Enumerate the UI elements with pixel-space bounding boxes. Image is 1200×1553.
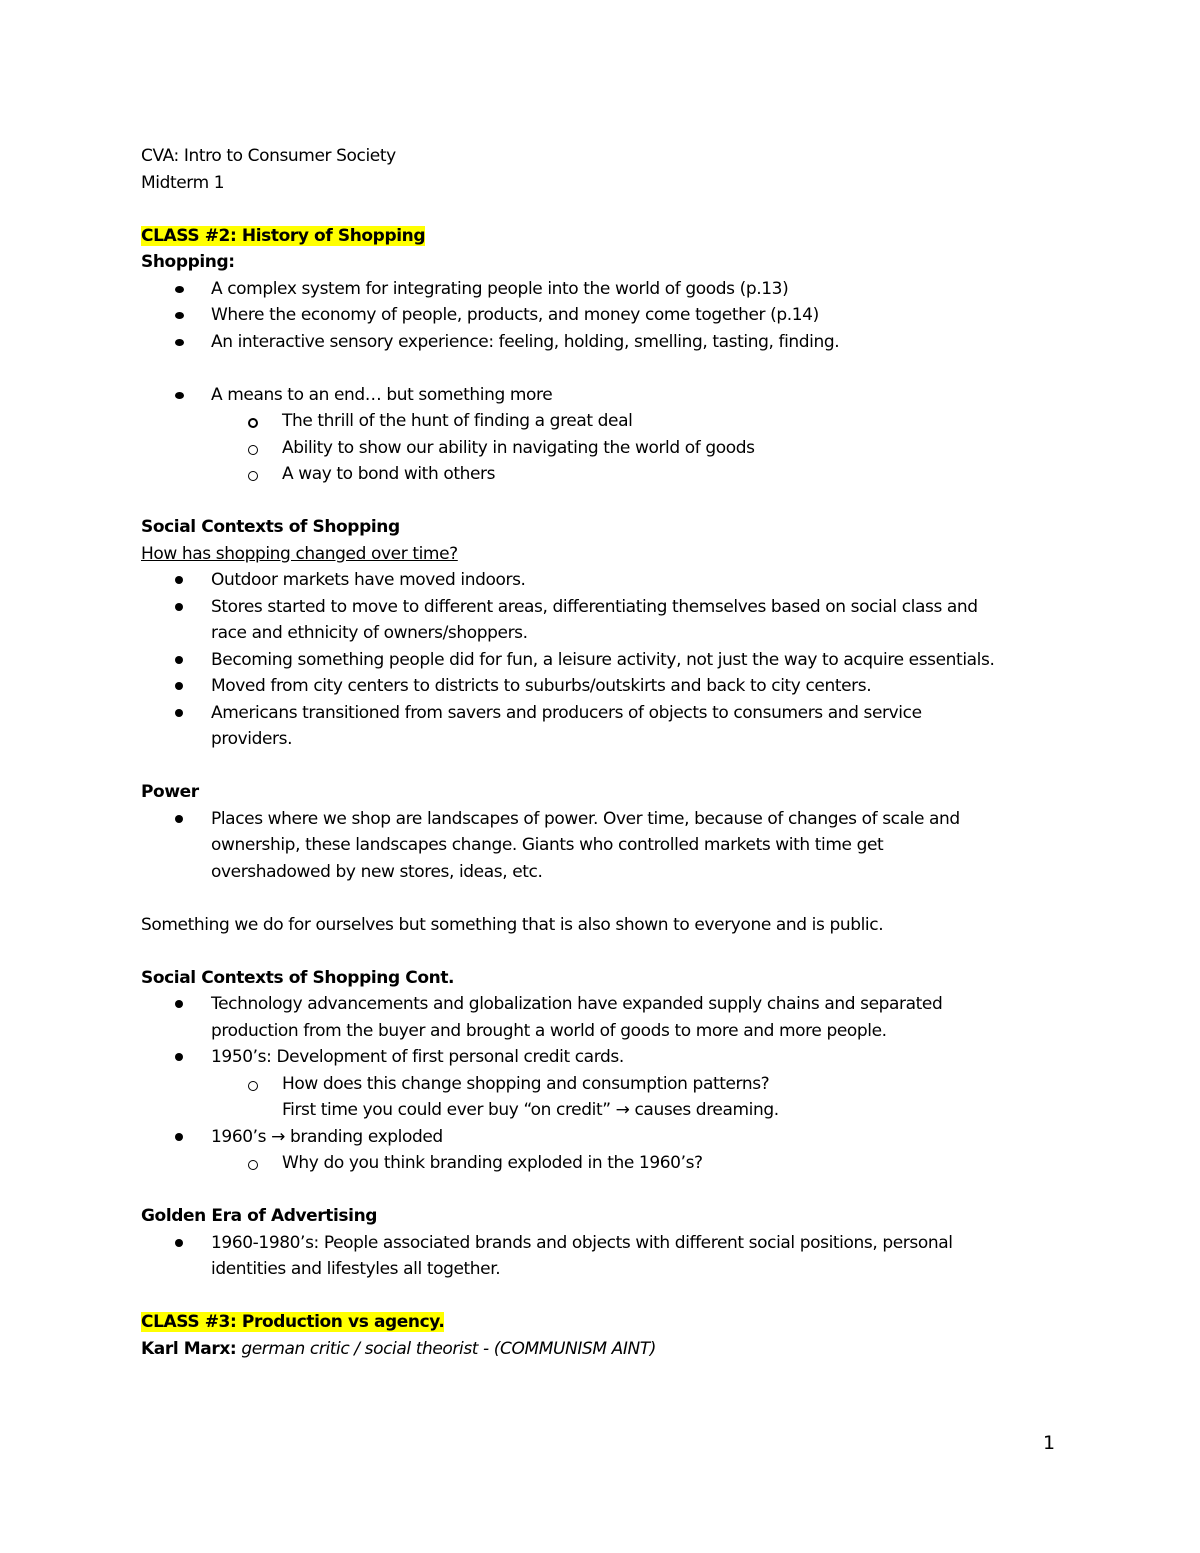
list-item: An interactive sensory experience: feeling, holding, smelling, tasting, finding. — [141, 329, 1081, 356]
sub-list-item: Why do you think branding exploded in the 1960’s? — [141, 1150, 1081, 1177]
list-item: Stores started to move to different areas, differentiating themselves based on social class and — [141, 594, 1081, 621]
sub-list-item: The thrill of the hunt of finding a great deal — [141, 408, 1081, 435]
list-item-continuation: ownership, these landscapes change. Giants who controlled markets with time get — [211, 835, 884, 855]
class3-heading — [141, 1309, 1081, 1336]
list-item: Where the economy of people, products, and money come together (p.14) — [141, 302, 1081, 329]
list-item-continuation: race and ethnicity of owners/shoppers. — [211, 623, 528, 643]
shopping-list — [141, 276, 1081, 356]
list-item: Outdoor markets have moved indoors. — [141, 567, 1081, 594]
bullet-icon — [175, 286, 184, 293]
sub-list-item-continuation: First time you could ever buy “on credit” → causes dreaming. — [282, 1100, 779, 1120]
list-item: Places where we shop are landscapes of power. Over time, because of changes of scale and — [141, 806, 1081, 833]
sub-list-item: How does this change shopping and consumption patterns? — [141, 1071, 1081, 1098]
list-item: 1950’s: Development of first personal credit cards. — [141, 1044, 1081, 1071]
contexts-cont-list — [141, 991, 1081, 1177]
contexts-cont-heading: Social Contexts of Shopping Cont. — [141, 967, 455, 988]
list-item: A complex system for integrating people into the world of goods (p.13) — [141, 276, 1081, 303]
page-number: 1 — [1043, 1432, 1056, 1454]
social-contexts-heading: Social Contexts of Shopping — [141, 517, 400, 537]
bullet-icon — [175, 1000, 183, 1008]
list-item-continuation: identities and lifestyles all together. — [211, 1259, 501, 1279]
class2-heading-text: CLASS #2: History of Shopping — [141, 225, 426, 246]
golden-era-heading: Golden Era of Advertising — [141, 1206, 378, 1226]
circle-bullet-icon — [248, 471, 258, 481]
list-item: Moved from city centers to districts to suburbs/outskirts and back to city centers. — [141, 673, 1081, 700]
karl-marx-description: german critic / social theorist - (COMMUNISM AINT) — [236, 1338, 657, 1359]
bullet-icon — [175, 656, 183, 664]
circle-bullet-icon — [248, 1160, 258, 1170]
bullet-icon — [175, 682, 183, 690]
class3-heading-text: CLASS #3: Production vs agency. — [141, 1312, 445, 1332]
bullet-icon — [175, 603, 183, 611]
bullet-icon — [175, 1053, 183, 1061]
golden-era-list — [141, 1230, 1081, 1283]
list-item-continuation: overshadowed by new stores, ideas, etc. — [211, 861, 543, 882]
shopping-label: Shopping: — [141, 252, 235, 272]
list-item-continuation: production from the buyer and brought a world of goods to more and more people. — [211, 1020, 887, 1041]
course-title: CVA: Intro to Consumer Society — [141, 146, 396, 166]
list-item-continuation: providers. — [211, 729, 293, 749]
list-item: 1960-1980’s: People associated brands and objects with different social positions, personal — [141, 1230, 1081, 1257]
bullet-icon — [175, 815, 183, 823]
bullet-icon — [175, 1239, 183, 1247]
means-list — [141, 382, 1081, 488]
bullet-icon — [175, 339, 184, 346]
circle-bullet-icon — [248, 445, 258, 455]
power-list — [141, 806, 1081, 886]
list-item: A means to an end… but something more — [141, 382, 1081, 409]
power-heading: Power — [141, 782, 199, 802]
public-statement: Something we do for ourselves but something that is also shown to everyone and is public. — [141, 914, 884, 935]
list-item: Becoming something people did for fun, a leisure activity, not just the way to acquire essentials. — [141, 647, 1081, 674]
bullet-icon — [175, 576, 183, 584]
list-item: Americans transitioned from savers and producers of objects to consumers and service — [141, 700, 1081, 727]
sub-list-item: A way to bond with others — [141, 461, 1081, 488]
class2-heading — [141, 223, 1081, 250]
social-contexts-question: How has shopping changed over time? — [141, 543, 458, 564]
bullet-icon — [175, 709, 183, 717]
circle-bullet-icon — [248, 418, 258, 428]
karl-marx-line — [141, 1336, 1081, 1363]
social-contexts-list — [141, 567, 1081, 753]
bullet-icon — [175, 312, 184, 319]
sub-list-item: Ability to show our ability in navigating the world of goods — [141, 435, 1081, 462]
karl-marx-label: Karl Marx: — [141, 1338, 237, 1359]
document-body — [141, 143, 1081, 1362]
list-item: 1960’s → branding exploded — [141, 1124, 1081, 1151]
circle-bullet-icon — [248, 1081, 258, 1091]
exam-title: Midterm 1 — [141, 172, 225, 193]
bullet-icon — [175, 1133, 183, 1141]
list-item: Technology advancements and globalization have expanded supply chains and separated — [141, 991, 1081, 1018]
bullet-icon — [175, 392, 184, 399]
